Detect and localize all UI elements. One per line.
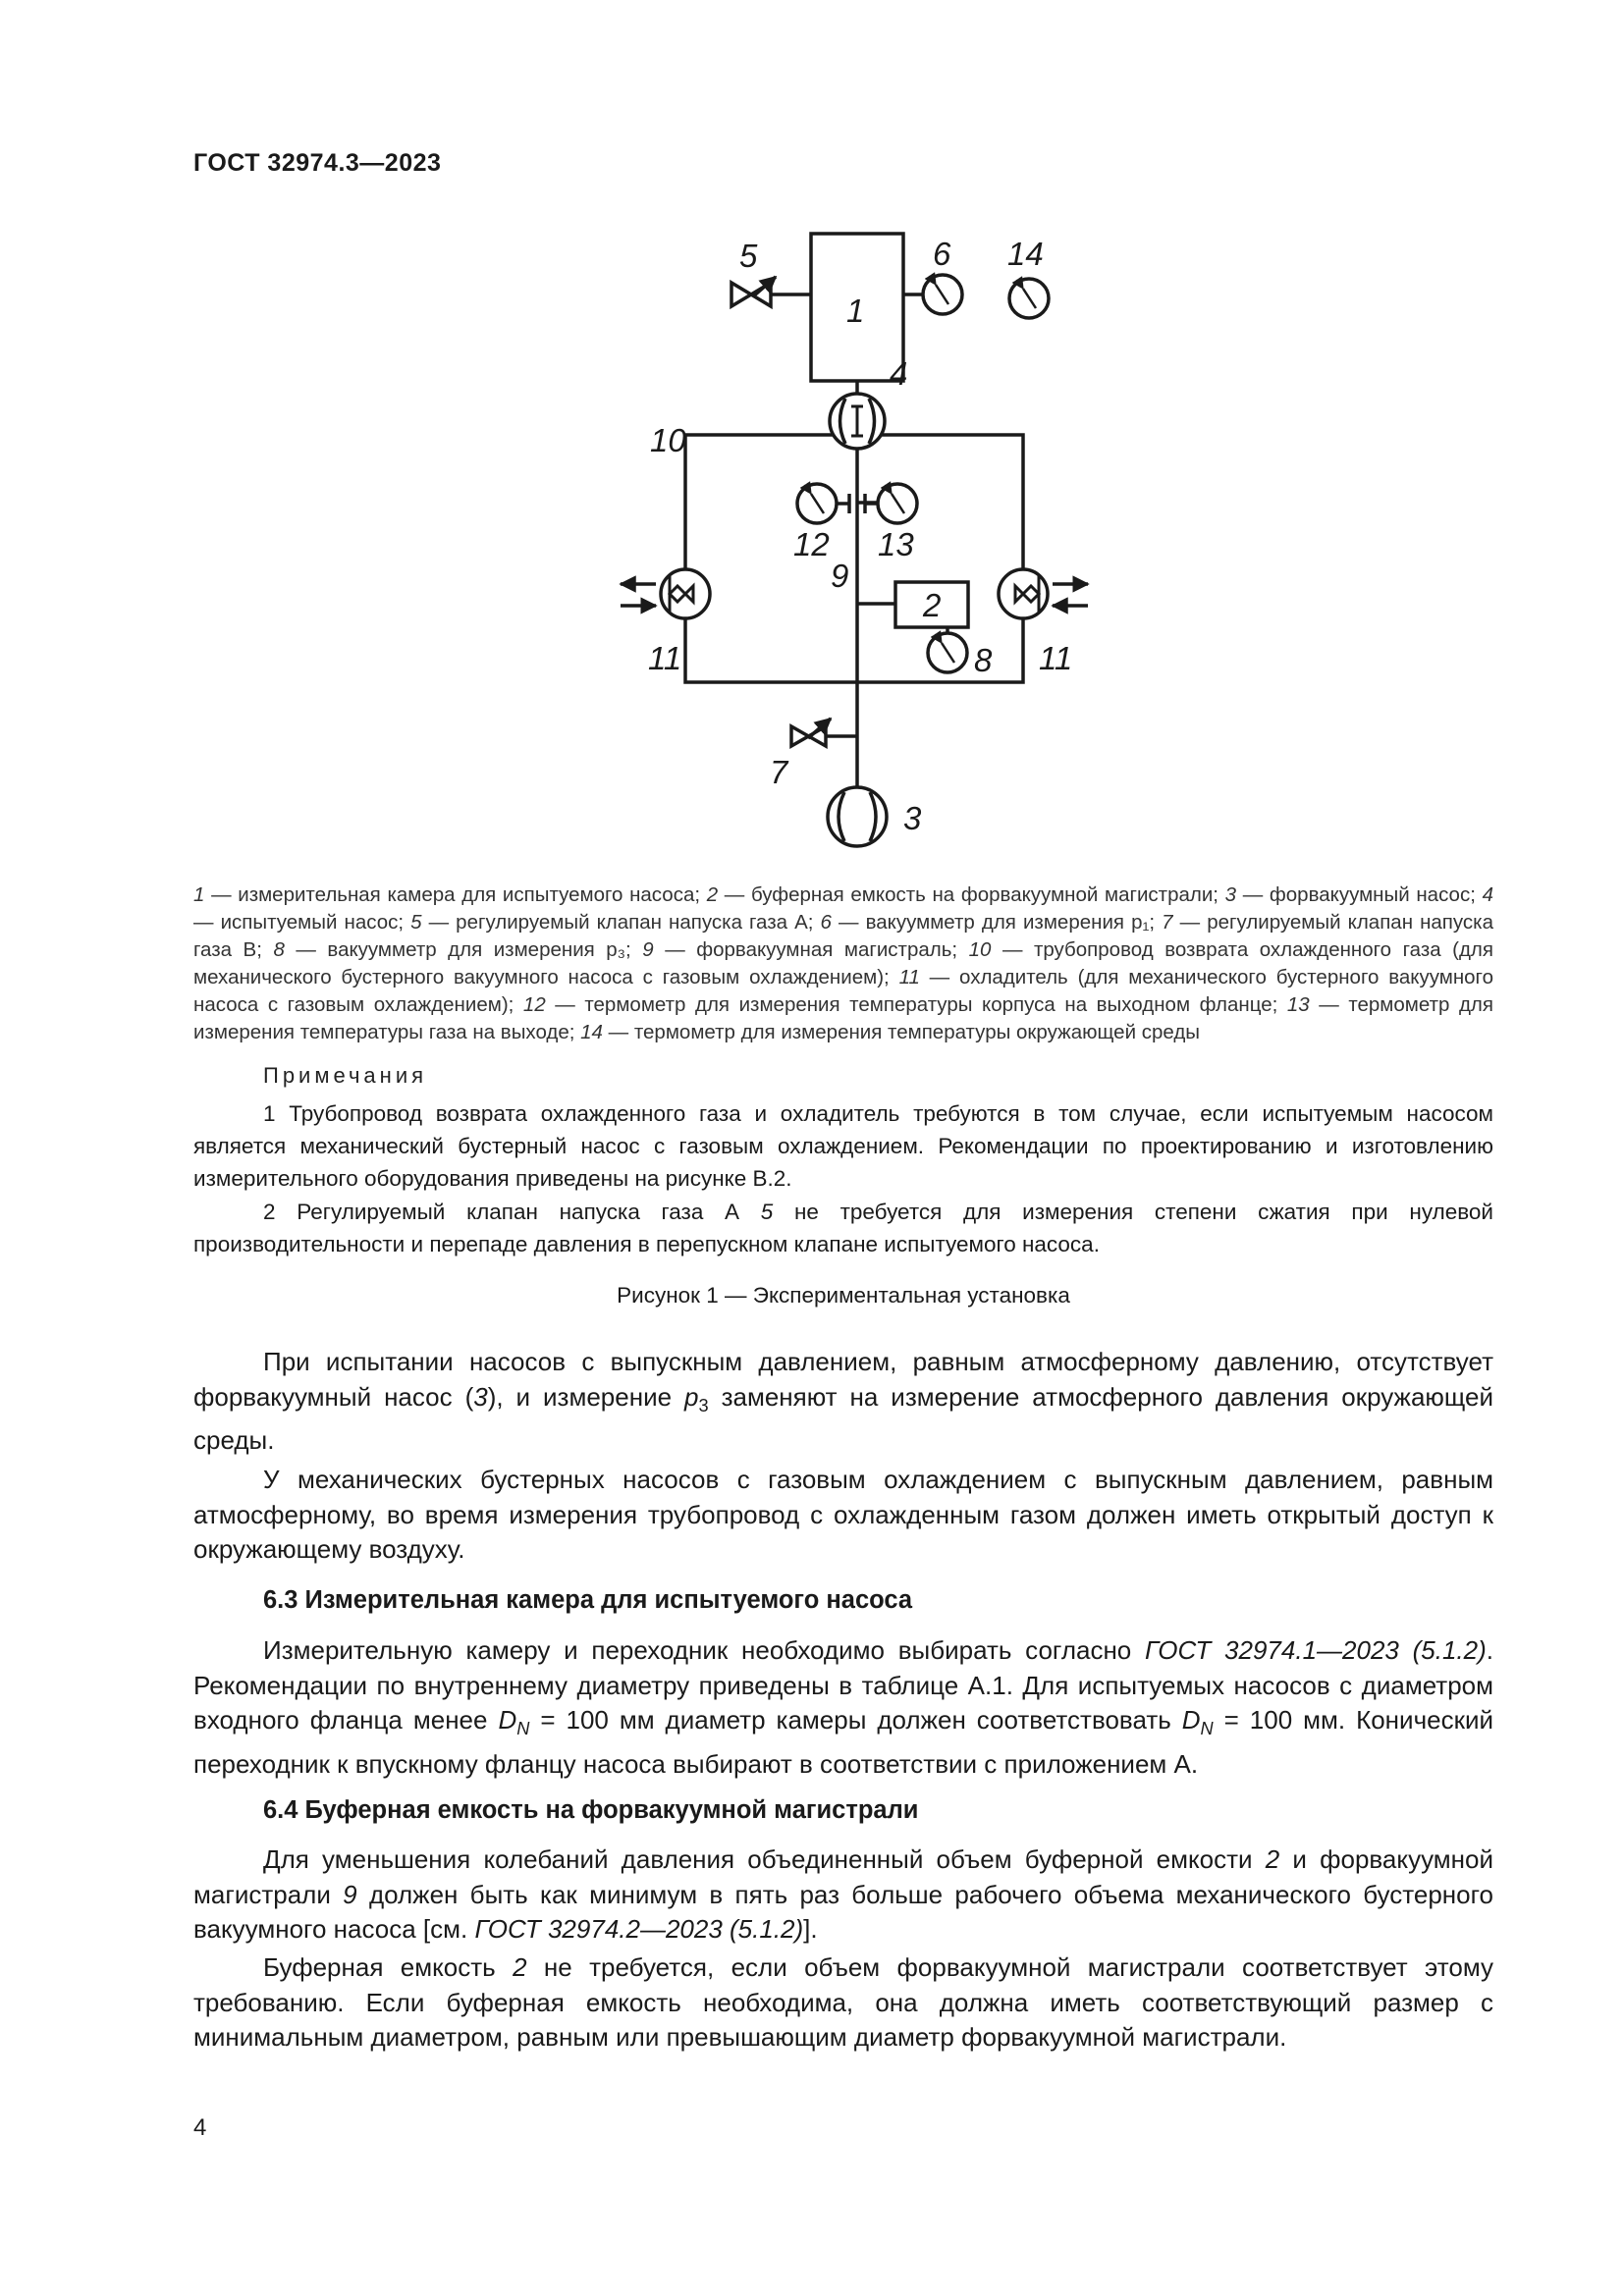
- legend-text: — вакуумметр для измерения p₃;: [284, 938, 643, 961]
- label-10: 10: [650, 422, 686, 458]
- legend-number: 13: [1286, 993, 1310, 1016]
- label-3: 3: [903, 800, 922, 836]
- notes-title: Примечания: [263, 1063, 428, 1088]
- vacuum-gauge-p3: [928, 627, 967, 672]
- label-13: 13: [878, 526, 914, 562]
- legend-number: 11: [898, 966, 920, 988]
- vacuum-gauge-p1: [903, 275, 962, 314]
- label-1: 1: [846, 293, 865, 329]
- legend-number: 3: [1224, 883, 1237, 906]
- label-4: 4: [890, 355, 908, 392]
- section-6-3-title: 6.3 Измерительная камера для испытуемого насоса: [263, 1586, 913, 1614]
- gas-inlet-valve-a: [731, 277, 811, 306]
- backing-pump: [828, 787, 887, 846]
- legend-number: 10: [968, 938, 992, 961]
- paragraph-gas-cooled: У механических бустерных насосов с газовым охлаждением с выпускным давлением, равным атмосферному, во время измерения трубопровод с охлажденным газом должен иметь открытый доступ к окружающему воздуху.: [193, 1465, 1493, 1564]
- label-14: 14: [1007, 236, 1044, 272]
- legend-text: — термометр для измерения температуры газа на выходе;: [193, 993, 1493, 1043]
- legend-number: 6: [820, 911, 832, 934]
- legend-number: 1: [193, 883, 205, 906]
- label-6: 6: [933, 236, 951, 272]
- label-11-right: 11: [1039, 640, 1073, 676]
- legend-text: — регулируемый клапан напуска газа А;: [421, 911, 821, 934]
- legend-number: 4: [1482, 883, 1493, 906]
- legend-number: 9: [642, 938, 654, 961]
- legend-text: — испытуемый насос;: [193, 911, 411, 934]
- legend-text: — регулируемый клапан напуска газа В;: [193, 911, 1493, 961]
- note-1: 1 Трубопровод возврата охлажденного газа и охладитель требуются в том случае, если испытуемым насосом является механический бустерный насос с газовым охлаждением. Рекомендации по проектированию и изготовлению измерительного оборудования приведены на рисунке В.2.: [193, 1101, 1493, 1191]
- document-header: ГОСТ 32974.3—2023: [193, 149, 442, 177]
- legend-text: — форвакуумный насос;: [1236, 883, 1483, 906]
- paragraph-atmospheric: При испытании насосов с выпускным давлением, равным атмосферному давлению, отсутствует форвакуумный насос (3), и измерение $p_3$ заменяют на измерение атмосферного давления окружающей среды.: [193, 1347, 1493, 1456]
- paragraph-buffer-requirement: Буферная емкость 2 не требуется, если объем форвакуумной магистрали соответствует этому требованию. Если буферная емкость необходима, она должна иметь соответствующий размер с минимальным диаметром, равным или превышающим диаметр форвакуумной магистрали.: [193, 1952, 1493, 2052]
- legend-text: — термометр для измерения температуры корпуса на выходном фланце;: [545, 993, 1287, 1016]
- legend-text: — буферная емкость на форвакуумной магистрали;: [718, 883, 1225, 906]
- housing-thermometer: [797, 484, 849, 523]
- figure-caption: Рисунок 1 — Экспериментальная установка: [617, 1283, 1070, 1308]
- legend-number: 7: [1162, 911, 1173, 934]
- cooler-left: [621, 569, 710, 618]
- legend-number: 5: [410, 911, 422, 934]
- paragraph-chamber: Измерительную камеру и переходник необходимо выбирать согласно ГОСТ 32974.1—2023 (5.1.2). Рекомендации по внутреннему диаметру приведены в таблице А.1. Для испытуемых насосов с диаметром входного фланца менее $D_N = 100$ мм диаметр камеры должен соответствовать $D_N = 100$ мм. Конический переходник к впускному фланцу насоса выбирают в соответствии с приложением А.: [193, 1635, 1493, 1779]
- gas-outlet-thermometer: [865, 484, 917, 523]
- label-8: 8: [974, 642, 993, 678]
- page-number: 4: [193, 2114, 207, 2141]
- test-pump: [830, 394, 885, 449]
- label-9: 9: [831, 558, 849, 594]
- paragraph-buffer-volume: Для уменьшения колебаний давления объединенный объем буферной емкости 2 и форвакуумной магистрали 9 должен быть как минимум в пять раз больше рабочего объема механического бустерного вакуумного насоса [см. ГОСТ 32974.2—2023 (5.1.2)].: [193, 1844, 1493, 1944]
- figure-legend: [193, 881, 1493, 1046]
- legend-text: — охладитель (для механического бустерного вакуумного насоса с газовым охлаждением);: [193, 966, 1493, 1016]
- legend-number: 12: [522, 993, 546, 1016]
- legend-text: — термометр для измерения температуры окружающей среды: [602, 1021, 1201, 1043]
- cooler-right: [999, 569, 1088, 618]
- gas-inlet-valve-b: [791, 719, 857, 746]
- label-7: 7: [770, 754, 788, 790]
- ambient-thermometer: [1009, 279, 1049, 318]
- label-5: 5: [739, 238, 758, 274]
- legend-text: — трубопровод возврата охлажденного газа (для механического бустерного вакуумного насоса с газовым охлаждением);: [193, 938, 1493, 988]
- legend-number: 2: [706, 883, 719, 906]
- experimental-setup-diagram: [599, 216, 1110, 864]
- section-6-4-title: 6.4 Буферная емкость на форвакуумной магистрали: [263, 1796, 919, 1824]
- legend-text: — вакуумметр для измерения p₁;: [831, 911, 1163, 934]
- label-12: 12: [793, 526, 830, 562]
- legend-number: 8: [273, 938, 285, 961]
- legend-text: — форвакуумная магистраль;: [653, 938, 969, 961]
- label-2: 2: [923, 587, 942, 623]
- note-2: 2 Регулируемый клапан напуска газа А 5 не требуется для измерения степени сжатия при нулевой производительности и перепаде давления в перепускном клапане испытуемого насоса.: [193, 1200, 1493, 1256]
- label-11-left: 11: [648, 640, 682, 676]
- legend-text: — измерительная камера для испытуемого насоса;: [204, 883, 707, 906]
- legend-number: 14: [580, 1021, 603, 1043]
